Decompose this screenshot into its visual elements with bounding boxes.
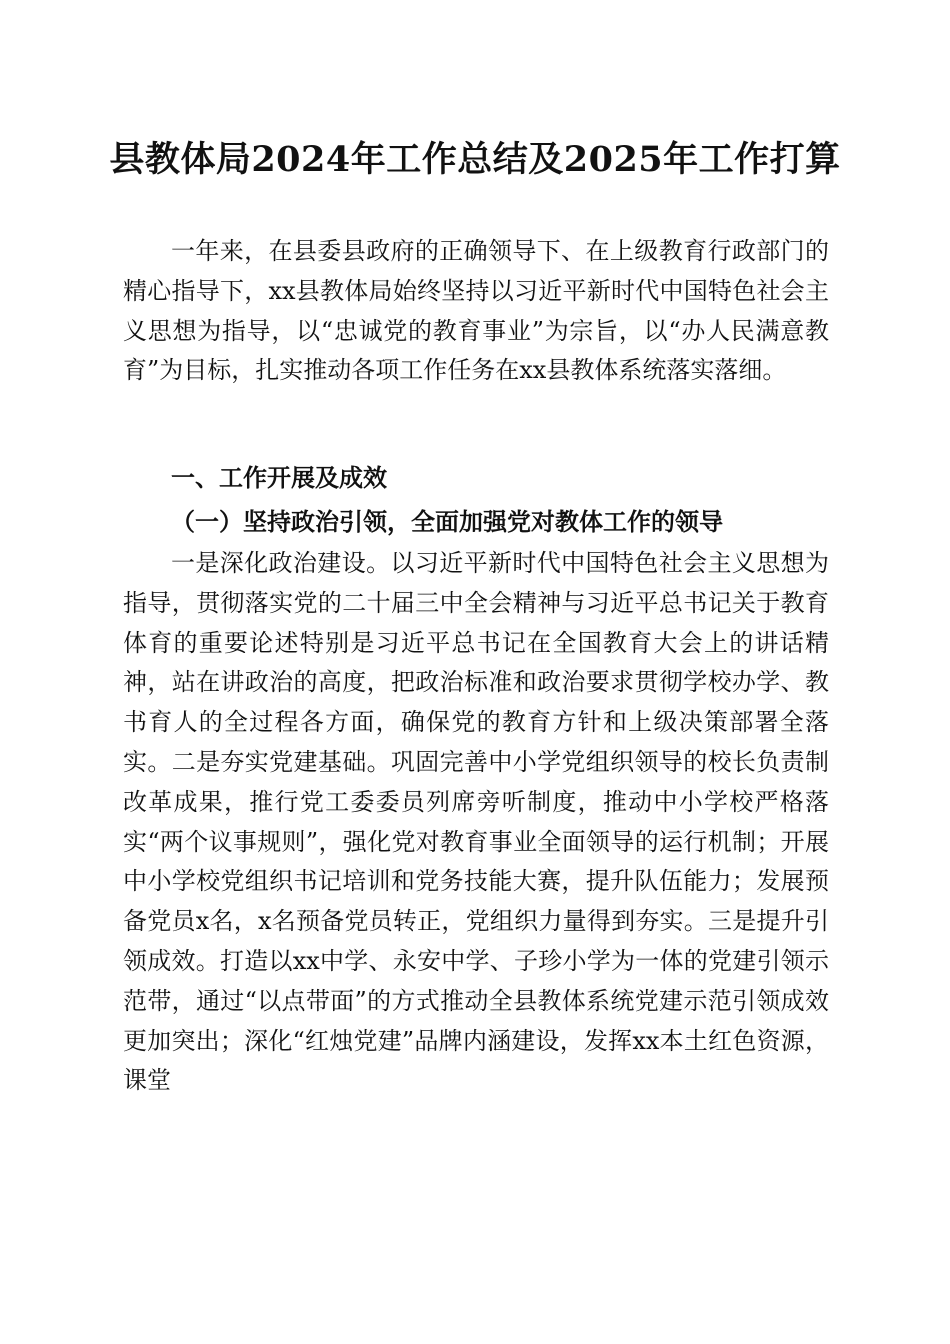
body-paragraph: 一是深化政治建设。以习近平新时代中国特色社会主义思想为指导，贯彻落实党的二十届三中全会精神与习近平总书记关于教育体育的重要论述特别是习近平总书记在全国教育大会上的讲话精神，站在讲政治的高度，把政治标准和政治要求贯彻学校办学、教书育人的全过程各方面，确保党的教育方针和上级决策部署全落实。二是夯实党建基础。巩固完善中小学党组织领导的校长负责制改革成果，推行党工委委员列席旁听制度，推动中小学校严格落实“两个议事规则”，强化党对教育事业全面领导的运行机制；开展中小学校党组织书记培训和党务技能大赛，提升队伍能力；发展预备党员x名，x名预备党员转正，党组织力量得到夯实。三是提升引领成效。打造以xx中学、永安中学、子珍小学为一体的党建引领示范带，通过“以点带面”的方式推动全县教体系统党建示范引领成效更加突出；深化“红烛党建”品牌内涵建设，发挥xx本土红色资源，课堂 [123, 549, 829, 1095]
intro-paragraph: 一年来，在县委县政府的正确领导下、在上级教育行政部门的精心指导下，xx县教体局始终坚持以习近平新时代中国特色社会主义思想为指导，以“忠诚党的教育事业”为宗旨，以“办人民满意教育”为目标，扎实推动各项工作任务在xx县教体系统落实落细。 [123, 237, 829, 385]
section-heading: 一、工作开展及成效 [171, 464, 387, 492]
document-title: 县教体局2024年工作总结及2025年工作打算 [109, 139, 841, 180]
subsection-heading: （一）坚持政治引领，全面加强党对教体工作的领导 [171, 507, 723, 536]
